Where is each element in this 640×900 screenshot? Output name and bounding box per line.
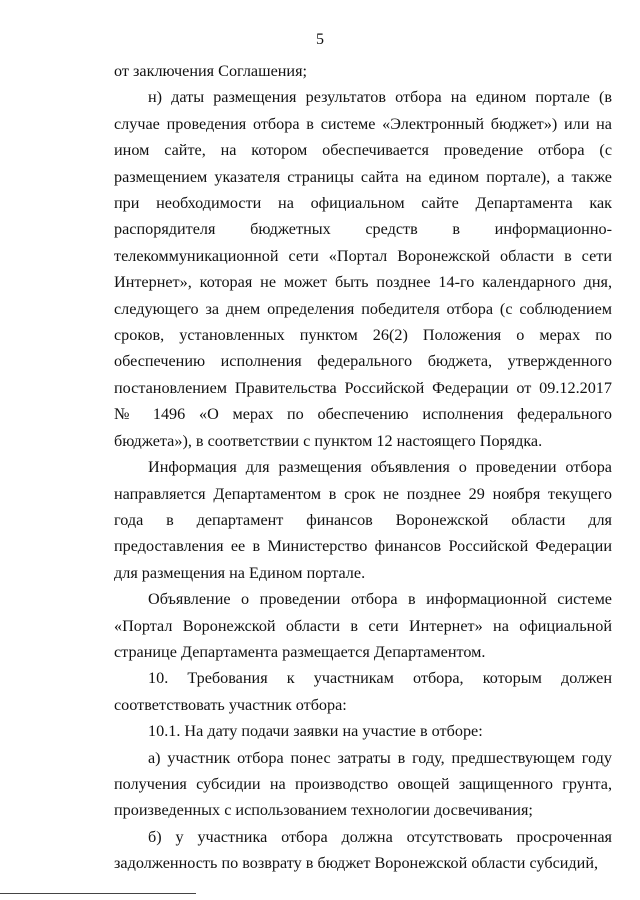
footnote-separator-line — [0, 893, 196, 894]
page-number: 5 — [316, 31, 324, 48]
document-body — [114, 58, 612, 877]
paragraph-item-a-costs: а) участник отбора понес затраты в году, предшествующем году получения субсидии на производство овощей защищенного грунта, произведенных с использованием технологии досвечивания; — [114, 748, 612, 820]
paragraph-section-10-requirements: 10. Требования к участникам отбора, которым должен соответствовать участник отбора: — [114, 669, 612, 714]
paragraph-item-n-publication-dates: н) даты размещения результатов отбора на едином портале (в случае проведения отбора в системе «Электронный бюджет») или на ином сайте, на котором обеспечивается проведение отбора (с размещением указателя страницы сайта на едином портале), а также при необходимости на официальном сайте Департамента как распорядителя бюджетных средств в информационно-телекоммуникационной сети «Портал Воронежской области в сети Интернет», которая не может быть позднее 14-го календарного дня, следующего за днем определения победителя отбора (с соблюдением сроков, установленных пунктом 26(2) Положения о мерах по обеспечению исполнения федерального бюджета, утвержденного постановлением Правительства Российской Федерации от 09.12.2017 № 1496 «О мерах по обеспечению исполнения федерального бюджета»), в соответствии с пунктом 12 настоящего Порядка. — [114, 88, 612, 450]
paragraph-section-10-1: 10.1. На дату подачи заявки на участие в отборе: — [148, 722, 483, 741]
paragraph-announcement-info: Информация для размещения объявления о проведении отбора направляется Департаментом в срок не позднее 29 ноября текущего года в департамент финансов Воронежской области для предоставления ее в Министерство финансов Российской Федерации для размещения на Едином портале. — [114, 458, 612, 582]
paragraph-continuation: от заключения Соглашения; — [114, 62, 308, 80]
paragraph-item-b-debt: б) у участника отбора должна отсутствовать просроченная задолженность по возврату в бюджет Воронежской области субсидий, — [114, 827, 612, 873]
paragraph-announcement-placement: Объявление о проведении отбора в информационной системе «Портал Воронежской области в сети Интернет» на официальной странице Департамента размещается Департаментом. — [114, 590, 612, 661]
